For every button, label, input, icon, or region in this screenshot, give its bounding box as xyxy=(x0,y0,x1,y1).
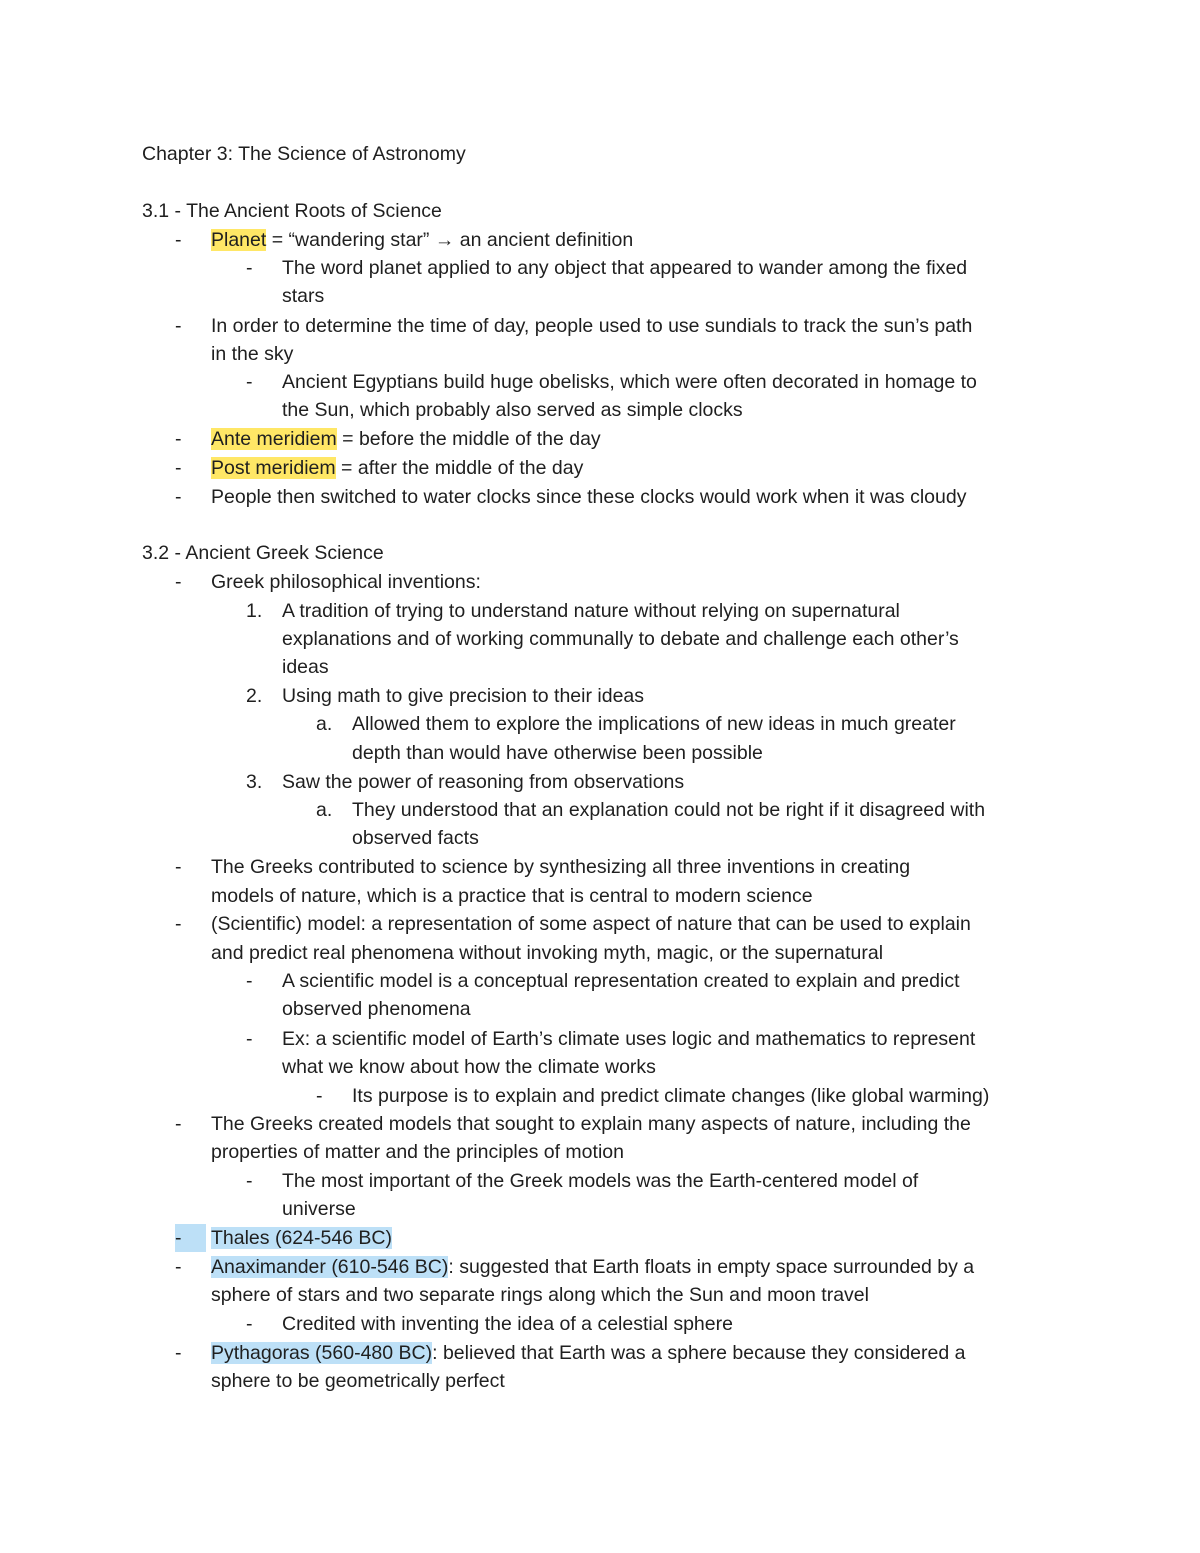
bullet-dash: - xyxy=(175,486,182,508)
list-item-continuation: sphere to be geometrically perfect xyxy=(211,1370,505,1392)
section-heading-3-2: 3.2 - Ancient Greek Science xyxy=(142,542,384,564)
list-item-continuation: explanations and of working communally to debate and challenge each other’s xyxy=(282,628,959,650)
list-number: 1. xyxy=(246,600,263,622)
list-number: 3. xyxy=(246,771,263,793)
bullet-dash: - xyxy=(246,371,253,393)
list-letter: a. xyxy=(316,799,333,821)
list-item-continuation: the Sun, which probably also served as simple clocks xyxy=(282,399,743,421)
list-item-continuation: and predict real phenomena without invoking myth, magic, or the supernatural xyxy=(211,942,884,964)
list-item: - Ancient Egyptians build huge obelisks, which were often decorated in homage to xyxy=(0,368,1200,396)
list-item-continuation: universe xyxy=(282,1198,356,1220)
list-item: - The Greeks contributed to science by synthesizing all three inventions in creating xyxy=(0,853,1200,881)
list-item: - Pythagoras (560-480 BC): believed that Earth was a sphere because they considered a xyxy=(0,1339,1200,1367)
list-item: - In order to determine the time of day, people used to use sundials to track the sun’s path xyxy=(0,312,1200,340)
highlighted-term: Anaximander (610-546 BC) xyxy=(211,1256,449,1278)
list-item-continuation: in the sky xyxy=(211,343,294,365)
bullet-dash: - xyxy=(175,457,182,479)
bullet-dash: - xyxy=(175,229,182,251)
bullet-dash: - xyxy=(175,428,182,450)
bullet-dash: - xyxy=(175,856,182,878)
numbered-item: 1. A tradition of trying to understand nature without relying on supernatural xyxy=(0,597,1200,625)
list-letter: a. xyxy=(316,713,333,735)
list-item-continuation: sphere of stars and two separate rings along which the Sun and moon travel xyxy=(211,1284,869,1306)
bullet-dash: - xyxy=(316,1085,323,1107)
bullet-dash: - xyxy=(246,1028,253,1050)
bullet-dash: - xyxy=(246,1170,253,1192)
list-item-continuation: what we know about how the climate works xyxy=(282,1056,656,1078)
list-item-continuation: observed facts xyxy=(352,827,479,849)
list-item: - The Greeks created models that sought to explain many aspects of nature, including the xyxy=(0,1110,1200,1138)
list-item: - Post meridiem = after the middle of the day xyxy=(0,454,1200,482)
bullet-dash: - xyxy=(246,1313,253,1335)
bullet-dash: - xyxy=(175,571,182,593)
list-item-continuation: ideas xyxy=(282,656,329,678)
list-item-continuation: stars xyxy=(282,285,325,307)
bullet-dash: - xyxy=(175,1113,182,1135)
bullet-dash: - xyxy=(175,1342,182,1364)
list-item: - Ex: a scientific model of Earth’s climate uses logic and mathematics to represent xyxy=(0,1025,1200,1053)
numbered-item: 2. Using math to give precision to their ideas xyxy=(0,682,1200,710)
list-item: - The most important of the Greek models was the Earth-centered model of xyxy=(0,1167,1200,1195)
list-item: - (Scientific) model: a representation of some aspect of nature that can be used to explain xyxy=(0,910,1200,938)
list-item: - The word planet applied to any object that appeared to wander among the fixed xyxy=(0,254,1200,282)
list-item: - Planet = “wandering star” → an ancient definition xyxy=(0,226,1200,254)
document-title: Chapter 3: The Science of Astronomy xyxy=(142,143,466,165)
list-item: - Greek philosophical inventions: xyxy=(0,568,1200,596)
list-item-continuation: depth than would have otherwise been possible xyxy=(352,742,763,764)
highlighted-term: Ante meridiem xyxy=(211,428,337,450)
list-item: - Anaximander (610-546 BC): suggested that Earth floats in empty space surrounded by a xyxy=(0,1253,1200,1281)
bullet-dash: - xyxy=(175,315,182,337)
highlighted-term: Planet xyxy=(211,229,267,251)
list-item: - A scientific model is a conceptual representation created to explain and predict xyxy=(0,967,1200,995)
bullet-dash: - xyxy=(175,1256,182,1278)
bullet-dash: - xyxy=(246,970,253,992)
bullet-dash: - xyxy=(175,1224,206,1252)
bullet-dash: - xyxy=(246,257,253,279)
list-item-continuation: properties of matter and the principles of motion xyxy=(211,1141,624,1163)
list-item xyxy=(0,1224,1200,1252)
list-item: - Its purpose is to explain and predict climate changes (like global warming) xyxy=(0,1082,1200,1110)
bullet-dash: - xyxy=(175,913,182,935)
list-number: 2. xyxy=(246,685,263,707)
highlighted-term: Pythagoras (560-480 BC) xyxy=(211,1342,433,1364)
lettered-item: a. Allowed them to explore the implications of new ideas in much greater xyxy=(0,710,1200,738)
list-item: - Credited with inventing the idea of a celestial sphere xyxy=(0,1310,1200,1338)
list-item-continuation: observed phenomena xyxy=(282,998,471,1020)
list-item: - Ante meridiem = before the middle of the day xyxy=(0,425,1200,453)
lettered-item: a. They understood that an explanation could not be right if it disagreed with xyxy=(0,796,1200,824)
section-heading-3-1: 3.1 - The Ancient Roots of Science xyxy=(142,200,442,222)
highlighted-term: Post meridiem xyxy=(211,457,336,479)
highlighted-term: Thales (624-546 BC) xyxy=(211,1227,393,1249)
numbered-item: 3. Saw the power of reasoning from observations xyxy=(0,768,1200,796)
list-item: - People then switched to water clocks since these clocks would work when it was cloudy xyxy=(0,483,1200,511)
list-item-continuation: models of nature, which is a practice that is central to modern science xyxy=(211,885,813,907)
